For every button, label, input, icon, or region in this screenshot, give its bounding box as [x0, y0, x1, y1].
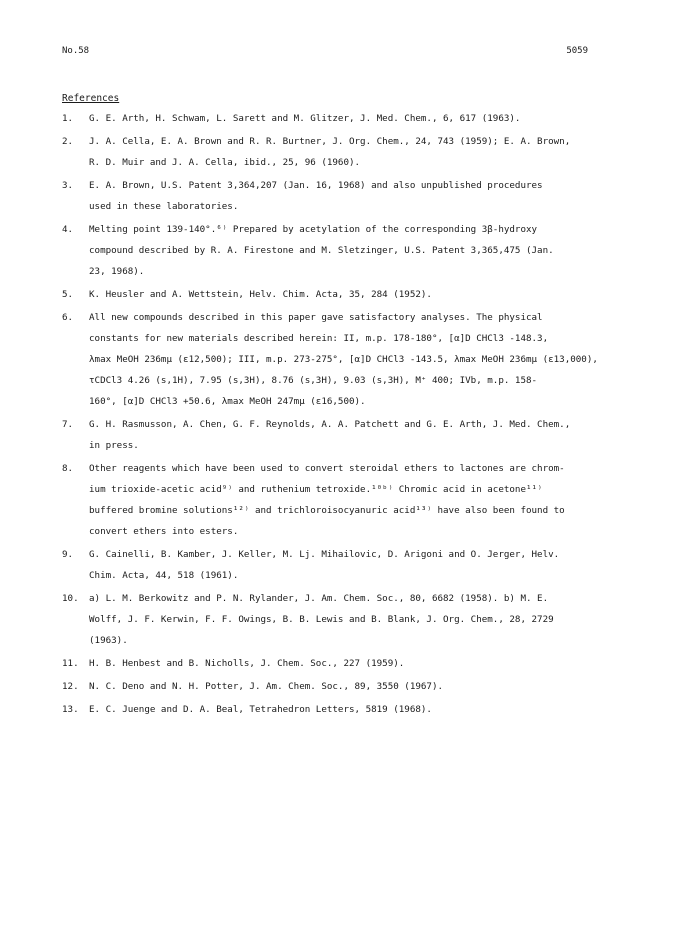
reference-item [62, 699, 624, 720]
reference-line: K. Heusler and A. Wettstein, Helv. Chim. Acta, 35, 284 (1952). [89, 289, 432, 300]
reference-item [62, 131, 624, 173]
reference-line: N. C. Deno and N. H. Potter, J. Am. Chem. Soc., 89, 3550 (1967). [89, 681, 444, 692]
reference-line: (1963). [89, 635, 128, 646]
reference-line: convert ethers into esters. [89, 526, 239, 537]
reference-number: 10. [62, 593, 79, 604]
reference-number: 7. [62, 419, 74, 430]
reference-item [62, 676, 624, 697]
reference-number: 13. [62, 704, 79, 715]
reference-line: G. E. Arth, H. Schwam, L. Sarett and M. Glitzer, J. Med. Chem., 6, 617 (1963). [89, 113, 521, 124]
reference-number: 2. [62, 136, 74, 147]
reference-item [62, 544, 624, 586]
reference-line: ium trioxide-acetic acid⁹⁾ and ruthenium tetroxide.¹⁰ᵇ⁾ Chromic acid in acetone¹¹⁾ [89, 484, 543, 495]
reference-line: Melting point 139-140°.⁶⁾ Prepared by acetylation of the corresponding 3β-hydroxy [89, 224, 538, 235]
reference-item [62, 175, 624, 217]
reference-number: 3. [62, 180, 74, 191]
reference-item [62, 458, 624, 542]
reference-item [62, 219, 624, 282]
reference-line: G. H. Rasmusson, A. Chen, G. F. Reynolds, A. A. Patchett and G. E. Arth, J. Med. Chem., [89, 419, 571, 430]
page-number: 5059 [566, 46, 588, 56]
reference-line: buffered bromine solutions¹²⁾ and trichloroisocyanuric acid¹³⁾ have also been found to [89, 505, 565, 516]
reference-number: 8. [62, 463, 74, 474]
reference-line: E. C. Juenge and D. A. Beal, Tetrahedron Letters, 5819 (1968). [89, 704, 432, 715]
reference-line: Chim. Acta, 44, 518 (1961). [89, 570, 239, 581]
reference-number: 12. [62, 681, 79, 692]
reference-item [62, 653, 624, 674]
reference-line: G. Cainelli, B. Kamber, J. Keller, M. Lj. Mihailovic, D. Arigoni and O. Jerger, Helv. [89, 549, 560, 560]
reference-line: a) L. M. Berkowitz and P. N. Rylander, J. Am. Chem. Soc., 80, 6682 (1958). b) M. E. [89, 593, 549, 604]
reference-list [62, 108, 624, 720]
page-header-left: No.58 [62, 46, 90, 56]
reference-line: used in these laboratories. [89, 201, 239, 212]
reference-line: in press. [89, 440, 139, 451]
reference-number: 1. [62, 113, 74, 124]
reference-line: 23, 1968). [89, 266, 145, 277]
reference-line: J. A. Cella, E. A. Brown and R. R. Burtner, J. Org. Chem., 24, 743 (1959); E. A. Brown, [89, 136, 571, 147]
reference-item [62, 307, 624, 412]
reference-line: 160°, [α]D CHCl3 +50.6, λmax MeOH 247mμ (ε16,500). [89, 396, 366, 407]
reference-line: R. D. Muir and J. A. Cella, ibid., 25, 96 (1960). [89, 157, 361, 168]
reference-number: 5. [62, 289, 74, 300]
reference-number: 11. [62, 658, 79, 669]
reference-line: τCDCl3 4.26 (s,1H), 7.95 (s,3H), 8.76 (s,3H), 9.03 (s,3H), M⁺ 400; IVb, m.p. 158- [89, 375, 538, 386]
reference-line: E. A. Brown, U.S. Patent 3,364,207 (Jan. 16, 1968) and also unpublished procedures [89, 180, 543, 191]
reference-item [62, 588, 624, 651]
reference-line: constants for new materials described herein: II, m.p. 178-180°, [α]D CHCl3 -148.3, [89, 333, 549, 344]
reference-number: 9. [62, 549, 74, 560]
reference-line: All new compounds described in this paper gave satisfactory analyses. The physical [89, 312, 543, 323]
reference-line: compound described by R. A. Firestone and M. Sletzinger, U.S. Patent 3,365,475 (Jan. [89, 245, 554, 256]
reference-item [62, 284, 624, 305]
reference-line: λmax MeOH 236mμ (ε12,500); III, m.p. 273-275°, [α]D CHCl3 -143.5, λmax MeOH 236mμ (ε13,000), [89, 354, 598, 365]
reference-line: H. B. Henbest and B. Nicholls, J. Chem. Soc., 227 (1959). [89, 658, 405, 669]
reference-item [62, 108, 624, 129]
reference-number: 4. [62, 224, 74, 235]
references-title: References [62, 93, 120, 104]
reference-item [62, 414, 624, 456]
reference-line: Other reagents which have been used to convert steroidal ethers to lactones are chrom- [89, 463, 565, 474]
reference-line: Wolff, J. F. Kerwin, F. F. Owings, B. B. Lewis and B. Blank, J. Org. Chem., 28, 2729 [89, 614, 554, 625]
reference-number: 6. [62, 312, 74, 323]
